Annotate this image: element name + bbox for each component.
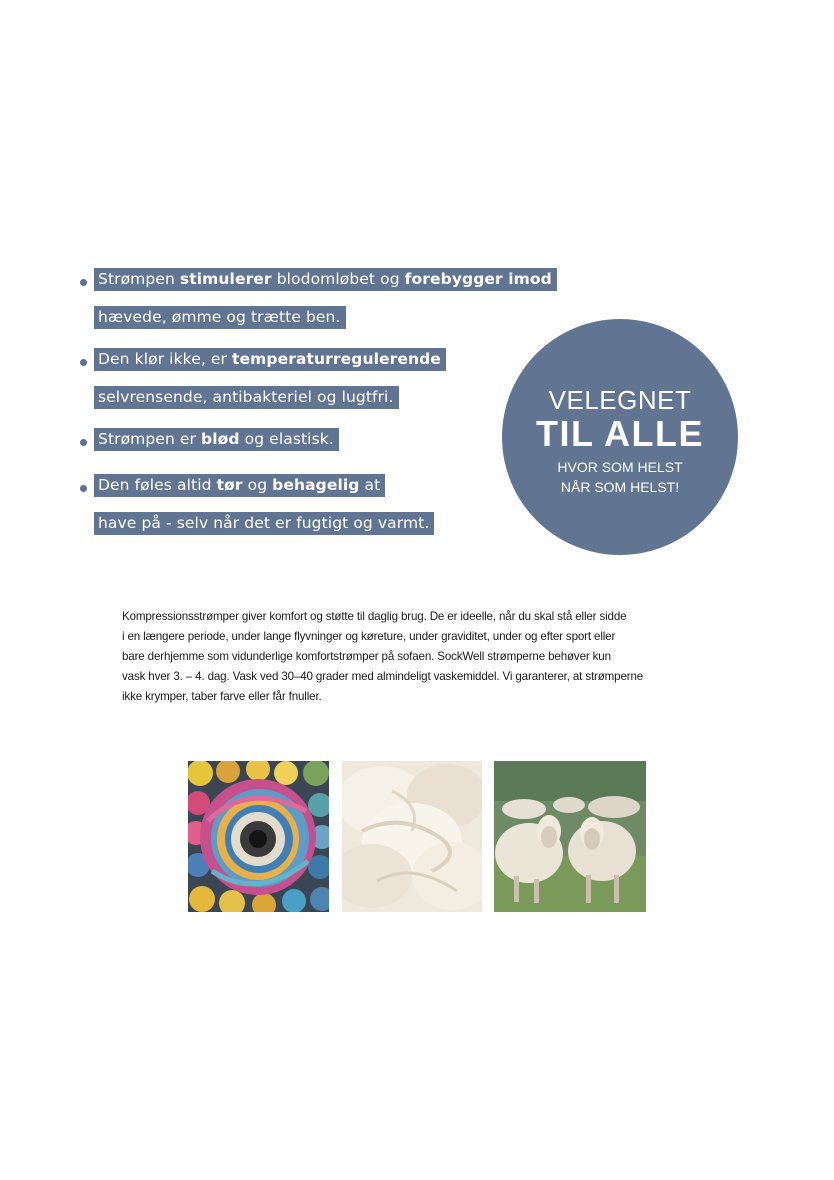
paragraph-line: vask hver 3. – 4. dag. Vask ved 30–40 grader med almindeligt vaskemiddel. Vi garanterer, at strømperne [122,670,644,683]
raw-wool-image [342,761,482,912]
sheep-image [494,761,646,912]
paragraph-line: ikke krymper, taber farve eller får fnuller. [122,690,322,703]
paragraph-line: Kompressionsstrømper giver komfort og støtte til daglig brug. De er ideelle, når du skal stå eller sidde [122,610,627,623]
yarn-spools-image [188,761,329,912]
badge-line-3: HVOR SOM HELST [557,459,683,475]
bullet-dot-icon [80,439,87,446]
bullet-dot-icon [80,359,87,366]
paragraph-line: bare derhjemme som vidunderlige komfortstrømper på sofaen. SockWell strømperne behøver kun [122,650,611,663]
bullet-line: have på - selv når det er fugtigt og varmt. [94,512,434,535]
bullet-item [80,474,434,550]
badge-line-1: VELEGNET [548,385,692,415]
bullet-line: selvrensende, antibakteriel og lugtfri. [94,386,399,409]
bullet-item [80,268,557,344]
bullet-line: Strømpen stimulerer blodomløbet og forebygger imod [94,268,557,291]
bullet-line: Den klør ikke, er temperaturregulerende [94,348,446,371]
paragraph-line: i en længere periode, under lange flyvninger og køreture, under graviditet, under og efter sport eller [122,630,616,643]
bullet-item [80,428,339,466]
bullet-dot-icon [80,485,87,492]
bullet-line: hævede, ømme og trætte ben. [94,306,346,329]
badge-line-4: NÅR SOM HELST! [560,479,680,495]
bullet-dot-icon [80,279,87,286]
suitability-badge [502,319,738,555]
bullet-line: Strømpen er blød og elastisk. [94,428,339,451]
bullet-item [80,348,446,424]
description-paragraph [122,607,722,707]
badge-line-2: TIL ALLE [536,413,704,454]
bullet-line: Den føles altid tør og behagelig at [94,474,385,497]
